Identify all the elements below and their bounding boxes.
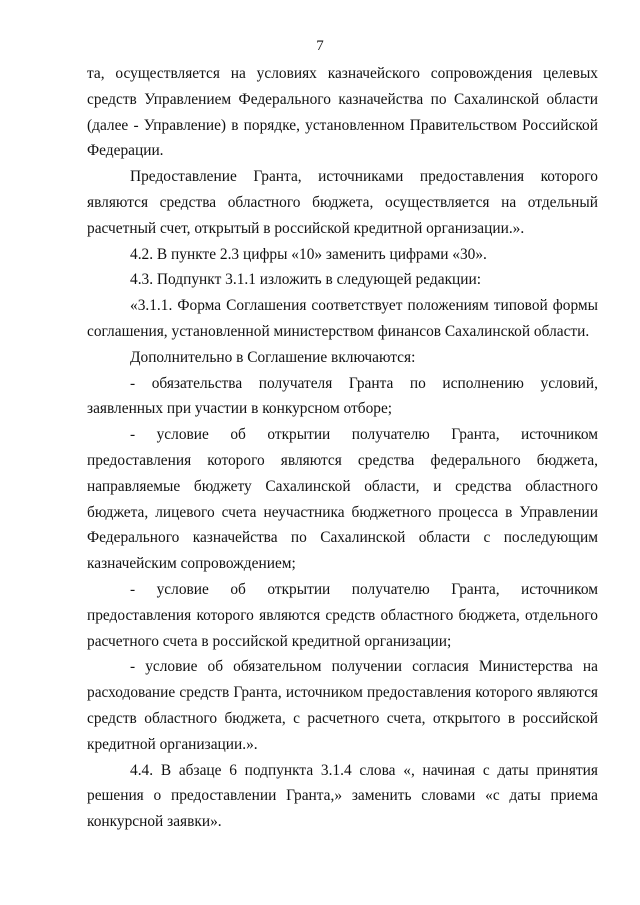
- document-body: [87, 61, 598, 835]
- list-item-obligations: - обязательства получателя Гранта по исполнению условий, заявленных при участии в конкурсном отборе;: [87, 374, 598, 418]
- list-item-ministry-consent: - условие об обязательном получении согласия Министерства на расходование средств Гранта, источником предоставления которого являются средств областного бюджета, с расчетного счета, открытого в российской кредитной организации.».: [87, 658, 598, 753]
- paragraph-4-4: 4.4. В абзаце 6 подпункта 3.1.4 слова «, начиная с даты принятия решения о предоставлении Гранта,» заменить словами «с даты приема конкурсной заявки».: [87, 761, 598, 831]
- list-item-federal-account: - условие об открытии получателю Гранта, источником предоставления которого являются средства федерального бюджета, направляемые бюджету Сахалинской области, и средства областного бюджета, лицевого счета неучастника бюджетного процесса в Управлении Федерального казначейства по Сахалинской области с последующим казначейским сопровождением;: [87, 426, 598, 573]
- paragraph-4-2: 4.2. В пункте 2.3 цифры «10» заменить цифрами «30».: [130, 245, 487, 263]
- paragraph-additional: Дополнительно в Соглашение включаются:: [130, 348, 416, 366]
- list-item-regional-account: - условие об открытии получателю Гранта, источником предоставления которого являются средств областного бюджета, отдельного расчетного счета в российской кредитной организации;: [87, 580, 598, 650]
- page-number: 7: [316, 38, 324, 54]
- paragraph-grant-provision: Предоставление Гранта, источниками предоставления которого являются средства областного бюджета, осуществляется на отдельный расчетный счет, открытый в российской кредитной организации.».: [87, 168, 598, 237]
- paragraph-4-3: 4.3. Подпункт 3.1.1 изложить в следующей редакции:: [130, 271, 482, 289]
- paragraph-3-1-1: «3.1.1. Форма Соглашения соответствует положениям типовой формы соглашения, установленной министерством финансов Сахалинской области.: [87, 297, 598, 340]
- paragraph-continuation: та, осуществляется на условиях казначейского сопровождения целевых средств Управлением Федерального казначейства по Сахалинской области (далее - Управление) в порядке, установленном Правительством Российской Федерации.: [87, 65, 598, 160]
